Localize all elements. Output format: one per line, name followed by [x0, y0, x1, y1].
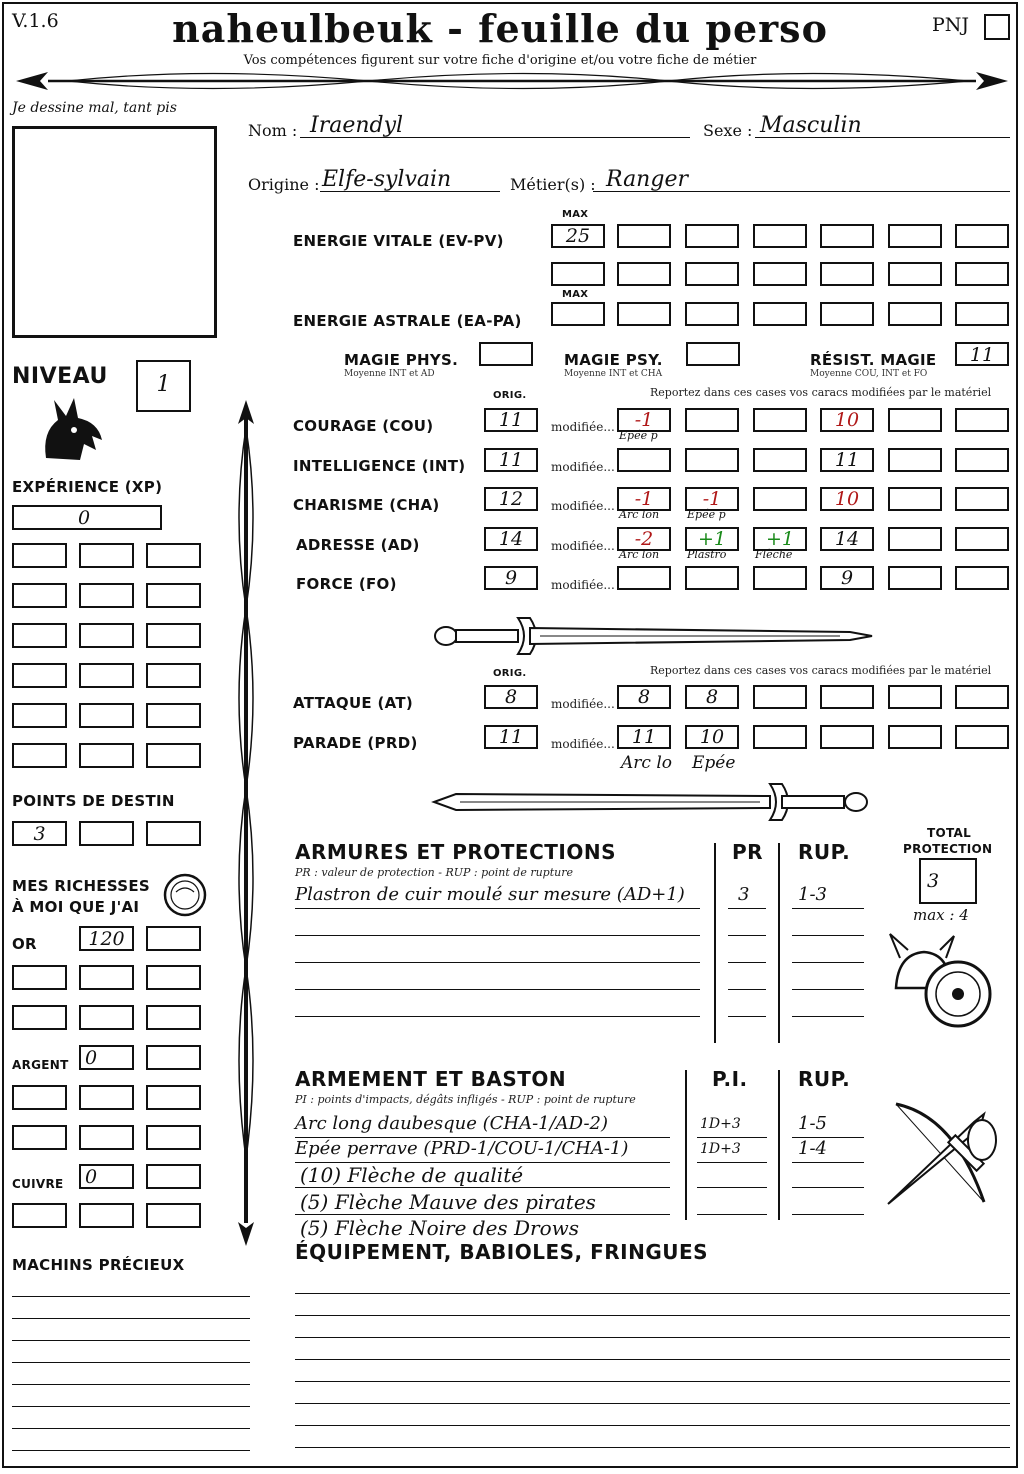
portrait-caption: Je dessine mal, tant pis: [12, 100, 177, 116]
energie-box-r1-c5[interactable]: [888, 224, 942, 248]
carac-mod-value: -1: [634, 488, 654, 510]
equipement-line[interactable]: [295, 1381, 1010, 1382]
total-label-2: PROTECTION: [903, 842, 993, 856]
arme-name[interactable]: (10) Flèche de qualité: [300, 1163, 524, 1187]
carac-mod-box[interactable]: [888, 527, 942, 551]
combat-modif-label: modifiée...: [551, 737, 615, 751]
richesses-label-2: À MOI QUE J'AI: [12, 898, 140, 916]
arme-name[interactable]: Arc long daubesque (CHA-1/AD-2): [295, 1113, 608, 1134]
combat-orig-value: 11: [498, 726, 524, 748]
xp-box-r1-c2[interactable]: [79, 543, 134, 568]
or-label: OR: [12, 935, 37, 953]
carac-mod-box[interactable]: [685, 408, 739, 432]
money-box-r2-c3[interactable]: [146, 1005, 201, 1030]
arme-rup-line[interactable]: [792, 1162, 864, 1163]
armure-line[interactable]: [295, 962, 700, 963]
energie-box-r2-c2[interactable]: [685, 262, 739, 286]
carac-mod-box[interactable]: [753, 566, 807, 590]
armement-col-rup: RUP.: [798, 1067, 851, 1091]
combat-mod-value: 11: [631, 726, 657, 748]
carac-orig-value: 11: [498, 409, 524, 431]
origine-label: Origine :: [248, 175, 320, 194]
armement-divider-2: [778, 1070, 780, 1220]
xp-box[interactable]: [12, 505, 162, 530]
magie-psy-box[interactable]: [686, 342, 740, 366]
argent-value: 0: [85, 1047, 98, 1069]
arme-name[interactable]: (5) Flèche Mauve des pirates: [300, 1190, 596, 1214]
carac-modif-label: modifiée...: [551, 499, 615, 513]
arme-line[interactable]: [295, 1187, 670, 1188]
energie-box-r3-c1[interactable]: [617, 302, 671, 326]
energie-box-r2-c0[interactable]: [551, 262, 605, 286]
money-box-r3-c3[interactable]: [146, 1085, 201, 1110]
pnj-checkbox[interactable]: [984, 14, 1010, 40]
combat-mod-box[interactable]: [820, 685, 874, 709]
energie-box-r3-c4[interactable]: [820, 302, 874, 326]
nom-value[interactable]: Iraendyl: [310, 113, 404, 138]
armure-pr[interactable]: 3: [738, 884, 750, 905]
cuivre-box-2[interactable]: [146, 1164, 201, 1189]
armure-line[interactable]: [295, 935, 700, 936]
armure-name[interactable]: Plastron de cuir moulé sur mesure (AD+1): [295, 884, 685, 905]
arme-name[interactable]: Epée perrave (PRD-1/COU-1/CHA-1): [295, 1138, 629, 1159]
carac-mod-box[interactable]: [753, 487, 807, 511]
combat-mod-box[interactable]: [955, 725, 1009, 749]
armures-col-rup: RUP.: [798, 840, 851, 864]
carac-mod-value: +1: [765, 528, 794, 550]
arme-pi-line[interactable]: [697, 1187, 767, 1188]
equipement-line[interactable]: [295, 1447, 1010, 1448]
magie-psy-note: Moyenne INT et CHA: [564, 369, 663, 379]
armure-pr-line[interactable]: [728, 1016, 766, 1017]
page-title: naheulbeuk - feuille du perso: [172, 6, 828, 51]
cuivre-box[interactable]: [79, 1164, 134, 1189]
arme-pi-line[interactable]: [697, 1214, 767, 1215]
destin-box-3[interactable]: [146, 821, 201, 846]
ea-label: ENERGIE ASTRALE (EA-PA): [293, 312, 522, 330]
carac-mod-box[interactable]: [685, 448, 739, 472]
niveau-box[interactable]: [136, 360, 191, 412]
equipement-line[interactable]: [295, 1425, 1010, 1426]
combat-mod-box[interactable]: [753, 725, 807, 749]
combat-orig-value: 8: [504, 686, 518, 708]
xp-box-r5-c1[interactable]: [12, 703, 67, 728]
carac-mod-box[interactable]: [753, 448, 807, 472]
magie-phys-box[interactable]: [479, 342, 533, 366]
combat-note-1: Arc lo: [621, 753, 672, 773]
xp-label: EXPÉRIENCE (XP): [12, 478, 163, 496]
carac-label: FORCE (FO): [296, 575, 397, 593]
arme-name[interactable]: (5) Flèche Noire des Drows: [300, 1216, 580, 1240]
or-box-2[interactable]: [146, 926, 201, 951]
sword-icon: [430, 612, 875, 660]
carac-mod-box[interactable]: [955, 487, 1009, 511]
armure-line[interactable]: [295, 989, 700, 990]
carac-modif-label: modifiée...: [551, 420, 615, 434]
armure-line[interactable]: [295, 1016, 700, 1017]
origine-value[interactable]: Elfe-sylvain: [322, 167, 452, 192]
carac-mod-note: Arc lon: [619, 548, 660, 561]
xp-box-r3-c1[interactable]: [12, 623, 67, 648]
carac-mod-value: 10: [834, 488, 860, 510]
total-label-1: TOTAL: [927, 826, 972, 840]
sword-icon-2: [430, 778, 875, 826]
carac-mod-box[interactable]: [685, 566, 739, 590]
richesses-label-1: MES RICHESSES: [12, 877, 151, 895]
ev-max-label: MAX: [562, 209, 589, 220]
energie-box-r2-c3[interactable]: [753, 262, 807, 286]
carac-mod-value: 14: [834, 528, 860, 550]
combat-modif-label: modifiée...: [551, 697, 615, 711]
metier-label: Métier(s) :: [510, 175, 596, 194]
weapons-icon: [884, 1094, 1004, 1214]
arme-pi[interactable]: 1D+3: [700, 1141, 741, 1157]
energie-box-r1-c6[interactable]: [955, 224, 1009, 248]
carac-orig-value: 14: [498, 528, 524, 550]
arme-rup-line[interactable]: [792, 1187, 864, 1188]
armure-pr-line[interactable]: [728, 962, 766, 963]
xp-box-r5-c2[interactable]: [79, 703, 134, 728]
armure-rup-line[interactable]: [792, 908, 864, 909]
xp-box-r4-c1[interactable]: [12, 663, 67, 688]
machins-line[interactable]: [12, 1318, 250, 1319]
spear-icon: [8, 64, 1016, 98]
equipement-line[interactable]: [295, 1403, 1010, 1404]
carac-mod-note: Arc lon: [619, 508, 660, 521]
machins-line[interactable]: [12, 1450, 250, 1451]
armure-pr-line[interactable]: [728, 989, 766, 990]
carac-mod-box[interactable]: [888, 448, 942, 472]
xp-box-r2-c3[interactable]: [146, 583, 201, 608]
carac-mod-note: Flèche: [755, 548, 793, 561]
arme-line[interactable]: [295, 1214, 670, 1215]
combat-report-note: Reportez dans ces cases vos caracs modifiées par le matériel: [650, 664, 992, 677]
energie-box-r3-c5[interactable]: [888, 302, 942, 326]
metier-value[interactable]: Ranger: [606, 167, 688, 192]
xp-box-r5-c3[interactable]: [146, 703, 201, 728]
armure-line[interactable]: [295, 908, 700, 909]
total-protection-box[interactable]: [919, 858, 977, 904]
ev-max-value: 25: [565, 225, 591, 247]
combat-mod-box[interactable]: [888, 725, 942, 749]
xp-box-r2-c1[interactable]: [12, 583, 67, 608]
total-max: max : 4: [913, 906, 969, 924]
combat-mod-box[interactable]: [753, 685, 807, 709]
energie-box-r2-c1[interactable]: [617, 262, 671, 286]
carac-mod-value: 9: [840, 567, 854, 589]
armement-title: ARMEMENT ET BASTON: [295, 1067, 567, 1091]
cuivre-value: 0: [85, 1166, 98, 1188]
ea-max-label: MAX: [562, 289, 589, 300]
equipement-title: ÉQUIPEMENT, BABIOLES, FRINGUES: [295, 1240, 709, 1264]
carac-orig-value: 12: [498, 488, 524, 510]
or-value: 120: [88, 928, 125, 950]
resist-note: Moyenne COU, INT et FO: [810, 369, 928, 379]
argent-box[interactable]: [79, 1045, 134, 1070]
or-box[interactable]: [79, 926, 134, 951]
combat-label: PARADE (PRD): [293, 734, 418, 752]
armures-divider-1: [714, 843, 716, 1043]
helmet-shield-icon: [888, 928, 998, 1038]
carac-mod-value: -1: [634, 409, 654, 431]
xp-box-r3-c2[interactable]: [79, 623, 134, 648]
money-box-r3-c2[interactable]: [79, 1085, 134, 1110]
energie-box-r1-c4[interactable]: [820, 224, 874, 248]
energie-box-r1-c1[interactable]: [617, 224, 671, 248]
armures-col-pr: PR: [732, 840, 764, 864]
arme-rup[interactable]: 1-5: [798, 1113, 827, 1134]
arme-pi[interactable]: 1D+3: [700, 1116, 741, 1132]
energie-box-r3-c0[interactable]: [551, 302, 605, 326]
combat-mod-box[interactable]: [955, 685, 1009, 709]
niveau-label: NIVEAU: [12, 364, 108, 389]
arme-rup[interactable]: 1-4: [798, 1138, 827, 1159]
armure-rup-line[interactable]: [792, 989, 864, 990]
combat-mod-box[interactable]: [888, 685, 942, 709]
xp-box-r3-c3[interactable]: [146, 623, 201, 648]
xp-value: 0: [77, 507, 91, 529]
money-box-r4-c1[interactable]: [12, 1125, 67, 1150]
carac-orig-value: 11: [498, 449, 524, 471]
money-box-r1-c2[interactable]: [79, 965, 134, 990]
money-box-r5-c2[interactable]: [79, 1203, 134, 1228]
armement-note: PI : points d'impacts, dégâts infligés - RUP : point de rupture: [295, 1093, 636, 1106]
armement-col-pi: P.I.: [712, 1067, 748, 1091]
portrait-box[interactable]: [12, 126, 217, 338]
argent-label: ARGENT: [12, 1058, 69, 1072]
cuivre-label: CUIVRE: [12, 1177, 64, 1191]
armure-rup-line[interactable]: [792, 962, 864, 963]
arme-rup-line[interactable]: [792, 1214, 864, 1215]
dragon-icon: [36, 392, 108, 464]
equipement-line[interactable]: [295, 1359, 1010, 1360]
machins-line[interactable]: [12, 1428, 250, 1429]
carac-modif-label: modifiée...: [551, 539, 615, 553]
energie-box-r1-c2[interactable]: [685, 224, 739, 248]
machins-label: MACHINS PRÉCIEUX: [12, 1256, 185, 1274]
xp-box-r1-c1[interactable]: [12, 543, 67, 568]
carac-label: COURAGE (COU): [293, 417, 434, 435]
combat-label: ATTAQUE (AT): [293, 694, 414, 712]
armement-divider-1: [685, 1070, 687, 1220]
xp-box-r6-c2[interactable]: [79, 743, 134, 768]
money-box-r1-c3[interactable]: [146, 965, 201, 990]
energie-box-r2-c6[interactable]: [955, 262, 1009, 286]
energie-box-r3-c6[interactable]: [955, 302, 1009, 326]
arme-pi-line[interactable]: [697, 1162, 767, 1163]
carac-mod-box[interactable]: [617, 448, 671, 472]
carac-mod-box[interactable]: [617, 566, 671, 590]
carac-mod-note: Epée p: [687, 508, 726, 521]
carac-mod-box[interactable]: [888, 408, 942, 432]
carac-label: INTELLIGENCE (INT): [293, 457, 466, 475]
money-box-r5-c3[interactable]: [146, 1203, 201, 1228]
page-subtitle: Vos compétences figurent sur votre fiche d'origine et/ou votre fiche de métier: [243, 53, 757, 68]
armure-rup[interactable]: 1-3: [798, 884, 827, 905]
carac-report-note: Reportez dans ces cases vos caracs modifiées par le matériel: [650, 386, 992, 399]
total-protection-value: 3: [926, 870, 940, 892]
xp-box-r1-c3[interactable]: [146, 543, 201, 568]
money-box-r5-c1[interactable]: [12, 1203, 67, 1228]
carac-mod-value: 10: [834, 409, 860, 431]
sexe-label: Sexe :: [703, 121, 753, 140]
niveau-value: 1: [156, 372, 171, 397]
energie-box-r2-c5[interactable]: [888, 262, 942, 286]
carac-orig-label: ORIG.: [493, 390, 527, 401]
energie-box-r1-c3[interactable]: [753, 224, 807, 248]
version-label: V.1.6: [12, 10, 59, 32]
armures-note: PR : valeur de protection - RUP : point de rupture: [295, 866, 573, 879]
money-box-r4-c3[interactable]: [146, 1125, 201, 1150]
nom-label: Nom :: [248, 121, 298, 140]
money-box-r1-c1[interactable]: [12, 965, 67, 990]
armures-divider-2: [778, 843, 780, 1043]
carac-modif-label: modifiée...: [551, 578, 615, 592]
carac-mod-value: 11: [834, 449, 860, 471]
carac-mod-box[interactable]: [955, 527, 1009, 551]
destin-box-1[interactable]: [12, 821, 67, 846]
carac-mod-box[interactable]: [888, 487, 942, 511]
energie-box-r2-c4[interactable]: [820, 262, 874, 286]
destin-label: POINTS DE DESTIN: [12, 792, 175, 810]
armure-rup-line[interactable]: [792, 935, 864, 936]
combat-mod-value: 8: [637, 686, 651, 708]
argent-box-2[interactable]: [146, 1045, 201, 1070]
xp-box-r2-c2[interactable]: [79, 583, 134, 608]
resist-value: 11: [969, 344, 995, 366]
combat-orig-label: ORIG.: [493, 668, 527, 679]
carac-modif-label: modifiée...: [551, 460, 615, 474]
carac-label: ADRESSE (AD): [296, 536, 420, 554]
machins-line[interactable]: [12, 1296, 250, 1297]
xp-box-r4-c3[interactable]: [146, 663, 201, 688]
combat-note-2: Epée: [692, 753, 736, 773]
money-box-r3-c1[interactable]: [12, 1085, 67, 1110]
arme-pi-line[interactable]: [697, 1137, 767, 1138]
carac-mod-box[interactable]: [955, 566, 1009, 590]
carac-mod-box[interactable]: [955, 448, 1009, 472]
combat-mod-box[interactable]: [820, 725, 874, 749]
resist-box[interactable]: [955, 342, 1009, 366]
carac-mod-box[interactable]: [888, 566, 942, 590]
coin-icon: [162, 872, 208, 918]
carac-mod-box[interactable]: [955, 408, 1009, 432]
carac-mod-value: +1: [697, 528, 726, 550]
magie-psy-label: MAGIE PSY.: [564, 351, 663, 369]
combat-mod-value: 10: [699, 726, 725, 748]
sexe-value[interactable]: Masculin: [760, 113, 862, 138]
destin-box-2[interactable]: [79, 821, 134, 846]
money-box-r2-c1[interactable]: [12, 1005, 67, 1030]
destin-value: 3: [33, 823, 46, 845]
money-box-r4-c2[interactable]: [79, 1125, 134, 1150]
machins-line[interactable]: [12, 1406, 250, 1407]
staff-icon: [226, 398, 266, 1248]
ev-label: ENERGIE VITALE (EV-PV): [293, 232, 504, 250]
magie-phys-label: MAGIE PHYS.: [344, 351, 459, 369]
armure-pr-line[interactable]: [728, 935, 766, 936]
carac-mod-box[interactable]: [753, 408, 807, 432]
carac-mod-note: Epée p: [619, 429, 658, 442]
energie-box-r3-c3[interactable]: [753, 302, 807, 326]
carac-mod-value: -1: [702, 488, 722, 510]
machins-line[interactable]: [12, 1362, 250, 1363]
carac-mod-value: -2: [634, 528, 654, 550]
machins-line[interactable]: [12, 1384, 250, 1385]
equipement-line[interactable]: [295, 1337, 1010, 1338]
combat-mod-value: 8: [705, 686, 719, 708]
magie-phys-note: Moyenne INT et AD: [344, 369, 435, 379]
armure-rup-line[interactable]: [792, 1016, 864, 1017]
carac-label: CHARISME (CHA): [293, 496, 440, 514]
money-box-r2-c2[interactable]: [79, 1005, 134, 1030]
energie-box-r3-c2[interactable]: [685, 302, 739, 326]
carac-orig-value: 9: [504, 567, 518, 589]
armure-pr-line[interactable]: [728, 908, 766, 909]
equipement-line[interactable]: [295, 1293, 1010, 1294]
carac-mod-note: Plastro: [687, 548, 727, 561]
xp-box-r4-c2[interactable]: [79, 663, 134, 688]
xp-box-r6-c3[interactable]: [146, 743, 201, 768]
equipement-line[interactable]: [295, 1315, 1010, 1316]
armures-title: ARMURES ET PROTECTIONS: [295, 840, 616, 864]
machins-line[interactable]: [12, 1340, 250, 1341]
pnj-label: PNJ: [932, 14, 970, 36]
xp-box-r6-c1[interactable]: [12, 743, 67, 768]
resist-label: RÉSIST. MAGIE: [810, 351, 937, 369]
